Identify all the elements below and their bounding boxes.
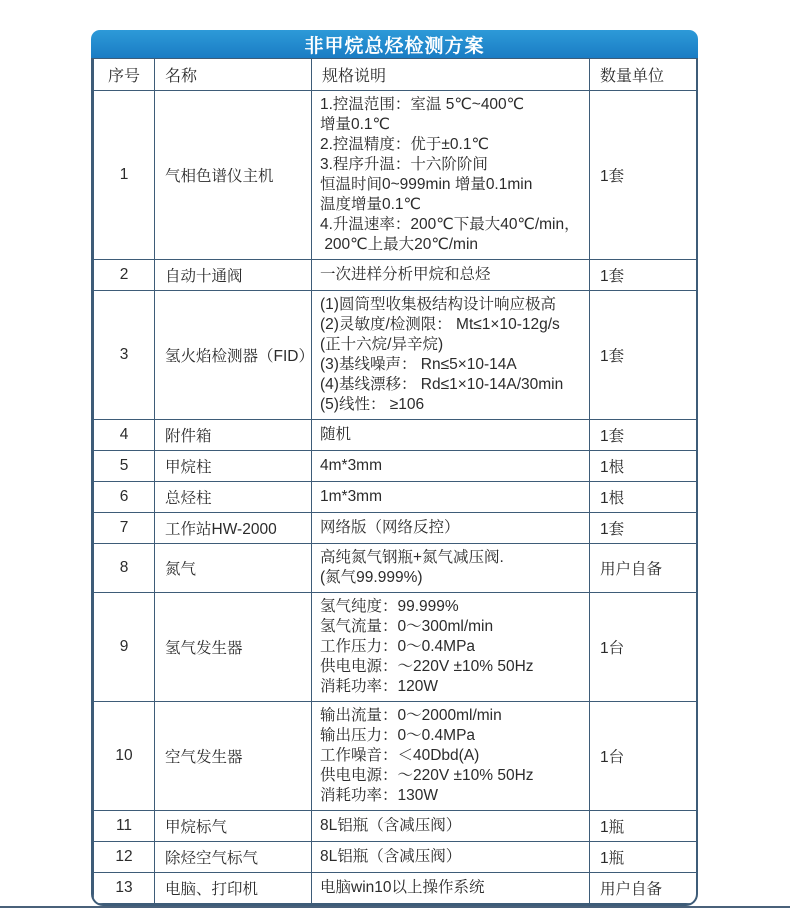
spec-line: (正十六烷/异辛烷): [320, 336, 444, 353]
item-name-cell: 气相色谱仪主机: [155, 91, 312, 260]
table-body: [94, 91, 699, 904]
spec-line: (氮气99.999%): [320, 569, 423, 586]
quantity-cell: 1瓶: [590, 811, 699, 842]
quantity-cell: 1套: [590, 91, 699, 260]
item-name-cell: 自动十通阀: [155, 260, 312, 291]
spec-cell: [312, 544, 590, 593]
table-border-frame: [91, 58, 698, 906]
quantity-cell: 用户自备: [590, 544, 699, 593]
spec-line: 4m*3mm: [320, 457, 383, 474]
quantity-cell: 1套: [590, 260, 699, 291]
spec-cell: [312, 291, 590, 420]
spec-line: 氢气流量：0～300ml/min: [320, 618, 494, 635]
spec-cell: [312, 451, 590, 482]
spec-cell: [312, 842, 590, 873]
item-name-cell: 工作站HW-2000: [155, 513, 312, 544]
row-number-cell: 8: [94, 544, 155, 593]
spec-line: (5)线性： ≥106: [320, 396, 425, 413]
spec-table: [93, 58, 698, 904]
spec-line: 200℃上最大20℃/min: [320, 236, 479, 253]
quantity-cell: 1台: [590, 702, 699, 811]
spec-cell: [312, 91, 590, 260]
spec-line: 工作噪音：＜40Dbd(A): [320, 747, 480, 764]
quantity-cell: 1套: [590, 291, 699, 420]
item-name-cell: 除烃空气标气: [155, 842, 312, 873]
table-title: 非甲烷总烃检测方案: [304, 35, 485, 57]
item-name-cell: 氢气发生器: [155, 593, 312, 702]
spec-line: 1.控温范围：室温 5℃~400℃: [320, 96, 525, 113]
table-row: [94, 513, 699, 544]
quantity-cell: 1根: [590, 482, 699, 513]
item-name-cell: 甲烷柱: [155, 451, 312, 482]
row-number-cell: 12: [94, 842, 155, 873]
col-header-name: 名称: [155, 59, 312, 91]
row-number-cell: 11: [94, 811, 155, 842]
item-name-cell: 附件箱: [155, 420, 312, 451]
row-number-cell: 13: [94, 873, 155, 904]
spec-cell: [312, 420, 590, 451]
table-row: [94, 811, 699, 842]
spec-line: 消耗功率：120W: [320, 678, 438, 695]
spec-line: 高纯氮气钢瓶+氮气减压阀.: [320, 549, 504, 566]
table-row: [94, 702, 699, 811]
spec-cell: [312, 513, 590, 544]
spec-line: 1m*3mm: [320, 488, 383, 505]
item-name-cell: 总烃柱: [155, 482, 312, 513]
table-row: [94, 544, 699, 593]
row-number-cell: 4: [94, 420, 155, 451]
item-name-cell: 氮气: [155, 544, 312, 593]
quantity-cell: 1根: [590, 451, 699, 482]
spec-line: 消耗功率：130W: [320, 787, 438, 804]
row-number-cell: 10: [94, 702, 155, 811]
spec-line: 网络版（网络反控）: [320, 519, 460, 536]
spec-line: 恒温时间0~999min 增量0.1min: [320, 176, 533, 193]
row-number-cell: 9: [94, 593, 155, 702]
quantity-cell: 1套: [590, 420, 699, 451]
quantity-cell: 1套: [590, 513, 699, 544]
spec-line: 供电电源：～220V ±10% 50Hz: [320, 767, 534, 784]
spec-line: 电脑win10以上操作系统: [320, 879, 485, 896]
col-header-no: 序号: [94, 59, 155, 91]
col-header-qty: 数量单位: [590, 59, 699, 91]
spec-line: 一次进样分析甲烷和总烃: [320, 266, 491, 283]
table-row: [94, 593, 699, 702]
table-row: [94, 482, 699, 513]
header-row: [94, 59, 699, 91]
spec-cell: [312, 482, 590, 513]
row-number-cell: 7: [94, 513, 155, 544]
spec-line: 3.程序升温：十六阶阶间: [320, 156, 488, 173]
section-divider-line: [0, 906, 790, 908]
spec-line: (4)基线漂移： Rd≤1×10-14A/30min: [320, 376, 564, 393]
spec-line: (1)圆筒型收集极结构设计响应极高: [320, 296, 556, 313]
item-name-cell: 甲烷标气: [155, 811, 312, 842]
table-row: [94, 451, 699, 482]
table-row: [94, 260, 699, 291]
spec-line: 增量0.1℃: [320, 116, 390, 133]
spec-line: 供电电源：～220V ±10% 50Hz: [320, 658, 534, 675]
spec-cell: [312, 593, 590, 702]
table-row: [94, 842, 699, 873]
spec-line: 温度增量0.1℃: [320, 196, 421, 213]
quantity-cell: 用户自备: [590, 873, 699, 904]
spec-line: 输出流量：0～2000ml/min: [320, 707, 502, 724]
table-title-bar: [91, 30, 698, 58]
quantity-cell: 1瓶: [590, 842, 699, 873]
row-number-cell: 5: [94, 451, 155, 482]
spec-cell: [312, 260, 590, 291]
spec-line: 随机: [320, 426, 352, 443]
spec-cell: [312, 702, 590, 811]
spec-line: 8L铝瓶（含减压阀）: [320, 848, 462, 865]
spec-line: 工作压力：0～0.4MPa: [320, 638, 476, 655]
spec-line: 氢气纯度：99.999%: [320, 598, 459, 615]
table-row: [94, 420, 699, 451]
spec-line: 2.控温精度：优于±0.1℃: [320, 136, 489, 153]
item-name-cell: 空气发生器: [155, 702, 312, 811]
item-name-cell: 氢火焰检测器（FID）: [155, 291, 312, 420]
row-number-cell: 2: [94, 260, 155, 291]
quantity-cell: 1台: [590, 593, 699, 702]
row-number-cell: 1: [94, 91, 155, 260]
table-row: [94, 873, 699, 904]
col-header-spec: 规格说明: [312, 59, 590, 91]
detection-plan-card: [91, 30, 698, 906]
spec-line: 8L铝瓶（含减压阀）: [320, 817, 462, 834]
table-row: [94, 291, 699, 420]
row-number-cell: 3: [94, 291, 155, 420]
row-number-cell: 6: [94, 482, 155, 513]
spec-line: 4.升温速率：200℃下最大40℃/min，: [320, 216, 580, 233]
spec-line: 输出压力：0～0.4MPa: [320, 727, 476, 744]
table-row: [94, 91, 699, 260]
spec-cell: [312, 811, 590, 842]
item-name-cell: 电脑、打印机: [155, 873, 312, 904]
spec-line: (3)基线噪声： Rn≤5×10-14A: [320, 356, 517, 373]
spec-cell: [312, 873, 590, 904]
spec-line: (2)灵敏度/检测限： Mt≤1×10-12g/s: [320, 316, 560, 333]
